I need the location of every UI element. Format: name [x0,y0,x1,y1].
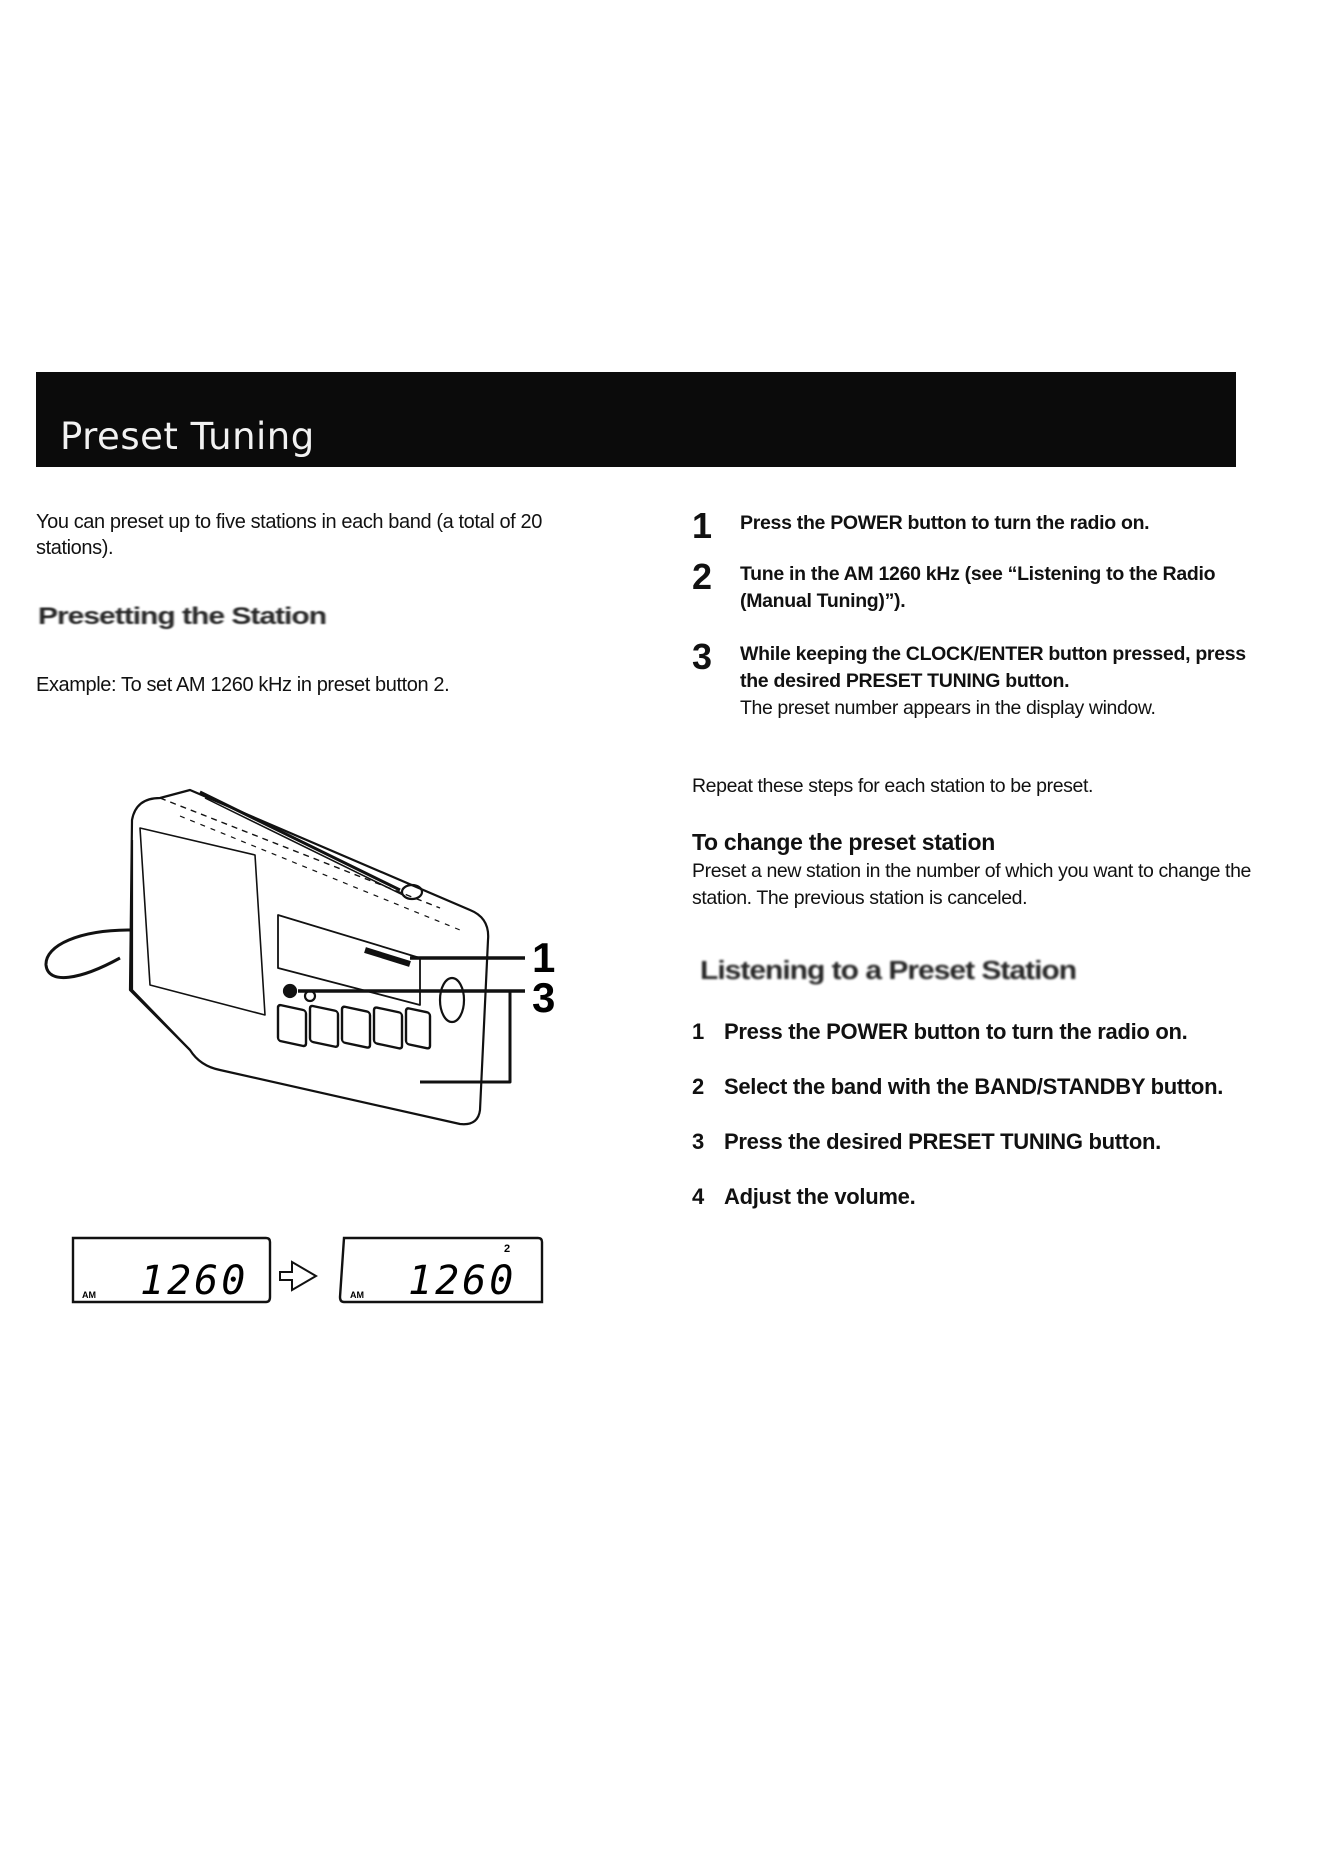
step-note: The preset number appears in the display window. [740,697,1156,719]
listening-step-1 [692,1017,1252,1046]
display-after-preset: 2 [504,1243,511,1255]
title-banner [36,372,1236,467]
radio-illustration [40,780,580,1140]
step-text: Adjust the volume. [724,1184,916,1209]
repeat-note: Repeat these steps for each station to be preset. [692,775,1093,797]
display-before-frequency: 1260 [140,1258,249,1304]
arrow-right-icon [280,1262,316,1290]
step-number: 2 [692,1074,704,1099]
example-text: Example: To set AM 1260 kHz in preset button 2. [36,674,450,696]
display-comparison [70,1232,550,1312]
step-number: 3 [692,1129,704,1154]
step-2 [692,556,1252,615]
callout-3: 3 [532,974,556,1021]
step-text: While keeping the CLOCK/ENTER button pressed, press the desired PRESET TUNING button. [740,643,1246,692]
display-before [73,1238,270,1304]
callout-1: 1 [532,934,556,981]
section-heading-presetting: Presetting the Station [38,603,327,630]
page-title: Preset Tuning [60,415,315,458]
display-after-frequency: 1260 [408,1258,517,1304]
listening-step-4 [692,1182,1252,1211]
step-3 [692,636,1252,721]
step-text: Press the POWER button to turn the radio on. [724,1019,1188,1044]
listening-step-3 [692,1127,1252,1156]
step-number: 3 [692,636,713,677]
change-preset-heading: To change the preset station [692,829,995,855]
listening-step-2 [692,1072,1252,1101]
display-after-band: AM [350,1290,364,1300]
listening-steps [692,1017,1252,1237]
step-text: Press the desired PRESET TUNING button. [724,1129,1161,1154]
section-heading-listening: Listening to a Preset Station [700,957,1077,986]
intro-paragraph: You can preset up to five stations in each band (a total of 20 stations). [36,511,542,559]
step-1 [692,505,1252,546]
preset-steps [692,505,1252,739]
step-number: 2 [692,556,713,597]
change-preset-text: Preset a new station in the number of which you want to change the station. The previous station is canceled. [692,860,1251,909]
step-text: Tune in the AM 1260 kHz (see “Listening to the Radio (Manual Tuning)”). [740,563,1216,612]
display-before-band: AM [82,1290,96,1300]
step-number: 1 [692,1019,704,1044]
step-number: 1 [692,505,713,546]
display-after [340,1238,542,1304]
step-number: 4 [692,1184,704,1209]
step-text: Press the POWER button to turn the radio on. [740,512,1150,534]
step-text: Select the band with the BAND/STANDBY button. [724,1074,1224,1099]
